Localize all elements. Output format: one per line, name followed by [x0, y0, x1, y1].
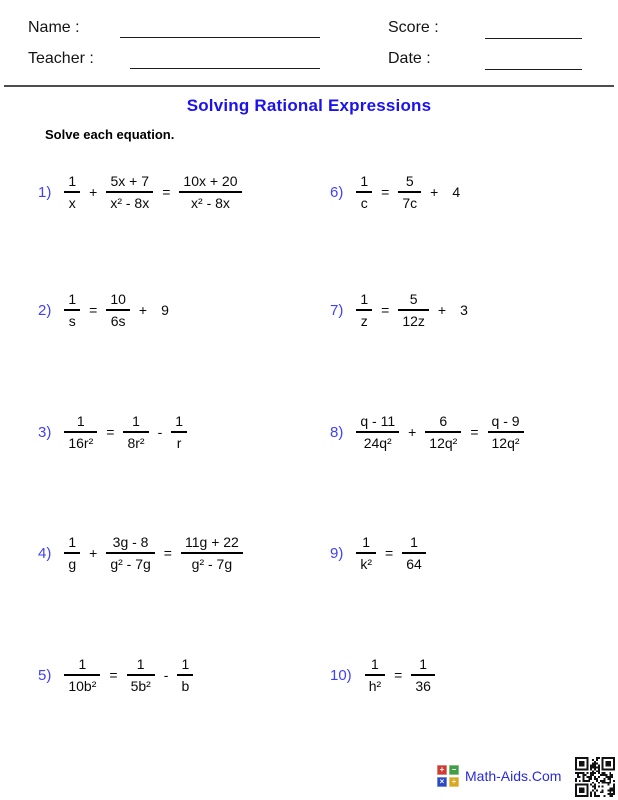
- problem-10: [330, 635, 437, 715]
- numerator: 5: [409, 291, 418, 308]
- fraction: [356, 173, 372, 211]
- operator: +: [408, 424, 417, 440]
- fraction: [425, 413, 461, 451]
- fraction: [106, 173, 153, 211]
- operator: =: [89, 302, 98, 318]
- numerator: 1: [360, 173, 369, 190]
- fraction: [398, 291, 429, 329]
- numerator: 1: [371, 656, 379, 673]
- fraction: [365, 656, 385, 694]
- instruction-text: Solve each equation.: [45, 127, 175, 142]
- denominator: x² - 8x: [191, 194, 230, 211]
- numerator: 1: [360, 291, 369, 308]
- operator: =: [394, 667, 403, 683]
- page-title: Solving Rational Expressions: [186, 96, 432, 115]
- numerator: 1: [68, 173, 77, 190]
- denominator: g² - 7g: [191, 555, 233, 572]
- numerator: 5x + 7: [110, 173, 150, 190]
- operator: +: [89, 545, 98, 561]
- operator: 3: [460, 302, 468, 318]
- problem-4: [38, 513, 245, 593]
- problem-5: [38, 635, 195, 715]
- operator: +: [437, 302, 447, 318]
- numerator: 10: [110, 291, 126, 308]
- operator: =: [385, 545, 394, 561]
- fraction: [179, 173, 241, 211]
- numerator: 1: [78, 656, 87, 673]
- problem-8: [330, 392, 526, 472]
- numerator: 1: [175, 413, 184, 430]
- plus-icon: +: [437, 765, 447, 775]
- denominator: 10b²: [68, 677, 97, 694]
- denominator: 64: [406, 555, 422, 572]
- denominator: 12q²: [429, 434, 458, 451]
- denominator: c: [360, 194, 368, 211]
- problem-6: [330, 152, 467, 232]
- denominator: 36: [415, 677, 431, 694]
- problem-number: 7): [330, 301, 344, 319]
- problem-1: [38, 152, 244, 232]
- problem-number: 8): [330, 423, 344, 441]
- numerator: 1: [132, 413, 140, 430]
- numerator: 1: [68, 291, 77, 308]
- fraction: [181, 534, 243, 572]
- problem-number: 3): [38, 423, 52, 441]
- numerator: 1: [410, 534, 418, 551]
- denominator: 7c: [402, 194, 418, 211]
- numerator: 1: [181, 656, 190, 673]
- denominator: b: [181, 677, 190, 694]
- math-aids-brand-link[interactable]: Math-Aids.Com: [465, 768, 562, 784]
- numerator: 1: [68, 534, 77, 551]
- operator: =: [106, 424, 115, 440]
- numerator: 1: [419, 656, 428, 673]
- numerator: 5: [405, 173, 414, 190]
- fraction: [356, 413, 399, 451]
- score-blank-line: [485, 22, 582, 39]
- fraction: [106, 534, 154, 572]
- denominator: 12z: [402, 312, 425, 329]
- numerator: 1: [136, 656, 145, 673]
- denominator: z: [360, 312, 368, 329]
- problem-number: 10): [330, 666, 352, 684]
- operator: =: [381, 184, 390, 200]
- numerator: 1: [362, 534, 371, 551]
- fraction: [488, 413, 524, 451]
- fraction: [398, 173, 421, 211]
- fraction: [64, 291, 80, 329]
- problem-number: 1): [38, 183, 52, 201]
- operator: +: [138, 302, 148, 318]
- date-label: Date :: [388, 50, 431, 67]
- problem-3: [38, 392, 189, 472]
- operator: =: [162, 184, 171, 200]
- numerator: 10x + 20: [183, 173, 238, 190]
- problem-9: [330, 513, 428, 593]
- qr-code: [575, 757, 615, 797]
- operator: 9: [161, 302, 169, 318]
- operator: +: [89, 184, 98, 200]
- problem-2: [38, 270, 176, 350]
- fraction: [171, 413, 187, 451]
- operator: =: [109, 667, 118, 683]
- operator: -: [157, 424, 163, 440]
- header-divider: [4, 85, 614, 87]
- teacher-label: Teacher :: [28, 50, 94, 67]
- fraction: [356, 291, 372, 329]
- operator: -: [163, 667, 169, 683]
- fraction: [64, 173, 80, 211]
- denominator: 12q²: [491, 434, 520, 451]
- problem-number: 6): [330, 183, 344, 201]
- name-blank-line: [120, 21, 320, 38]
- numerator: 1: [76, 413, 85, 430]
- numerator: 3g - 8: [112, 534, 149, 551]
- operator: +: [430, 184, 439, 200]
- denominator: 6s: [110, 312, 126, 329]
- minus-icon: −: [449, 765, 459, 775]
- teacher-blank-line: [130, 52, 320, 69]
- name-label: Name :: [28, 19, 80, 36]
- fraction: [127, 656, 155, 694]
- denominator: x² - 8x: [110, 194, 150, 211]
- denominator: g: [68, 555, 77, 572]
- fraction: [64, 656, 100, 694]
- denominator: x: [68, 194, 76, 211]
- fraction: [411, 656, 435, 694]
- multiply-icon: ×: [437, 777, 447, 787]
- denominator: k²: [360, 555, 373, 572]
- fraction: [123, 413, 148, 451]
- fraction: [177, 656, 193, 694]
- numerator: q - 9: [491, 413, 520, 430]
- operator: =: [381, 302, 390, 318]
- fraction: [64, 534, 80, 572]
- problem-7: [330, 270, 475, 350]
- numerator: 6: [439, 413, 448, 430]
- numerator: q - 11: [360, 413, 396, 430]
- problem-number: 9): [330, 544, 344, 562]
- operator: 4: [452, 184, 461, 200]
- fraction: [356, 534, 376, 572]
- fraction: [402, 534, 426, 572]
- math-aids-logo-icon: [437, 765, 459, 787]
- problem-number: 2): [38, 301, 52, 319]
- divide-icon: ÷: [449, 777, 459, 787]
- operator: =: [163, 545, 172, 561]
- denominator: r: [176, 434, 182, 451]
- denominator: 8r²: [127, 434, 145, 451]
- operator: =: [470, 424, 479, 440]
- denominator: 16r²: [68, 434, 94, 451]
- numerator: 11g + 22: [184, 534, 239, 551]
- problem-number: 5): [38, 666, 52, 684]
- denominator: 24q²: [363, 434, 392, 451]
- fraction: [106, 291, 130, 329]
- fraction: [64, 413, 97, 451]
- problem-number: 4): [38, 544, 52, 562]
- denominator: h²: [368, 677, 382, 694]
- denominator: g² - 7g: [110, 555, 151, 572]
- date-blank-line: [485, 53, 582, 70]
- score-label: Score :: [388, 19, 439, 36]
- denominator: s: [68, 312, 76, 329]
- denominator: 5b²: [130, 677, 151, 694]
